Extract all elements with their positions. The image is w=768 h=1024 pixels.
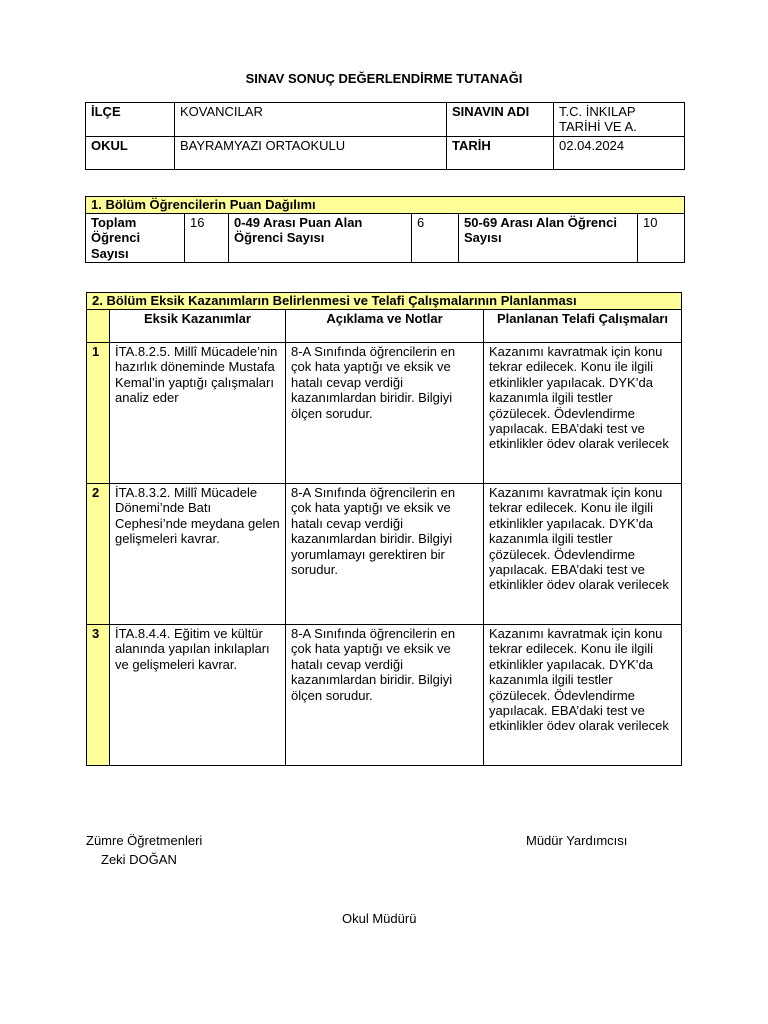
number-column-header — [87, 310, 110, 343]
total-students-label: Toplam Öğrenci Sayısı — [86, 214, 185, 263]
kazanim-cell: İTA.8.2.5. Millî Mücadele’nin hazırlık döneminde Mustafa Kemal’in yaptığı çalışmaları analiz eder — [110, 343, 286, 484]
tarih-label: TARİH — [447, 136, 554, 169]
section1-heading: 1. Bölüm Öğrencilerin Puan Dağılımı — [86, 197, 685, 214]
section2-column-headers — [87, 310, 682, 343]
telafi-cell: Kazanımı kavratmak için konu tekrar edilecek. Konu ile ilgili etkinlikler yapılacak. DYK’da kazanımla ilgili testler çözülecek. Ödevlendirme yapılacak. EBA’daki test ve etkinlikler ödev olarak verilecek — [484, 343, 682, 484]
missing-outcomes-table — [86, 292, 682, 766]
table-row — [87, 343, 682, 484]
aciklama-column-header: Açıklama ve Notlar — [286, 310, 484, 343]
ilce-value: KOVANCILAR — [175, 103, 447, 137]
aciklama-cell: 8-A Sınıfında öğrencilerin en çok hata yaptığı ve eksik ve hatalı cevap verdiği kazanımlardan biridir. Bilgiyi ölçen sorudur. — [286, 343, 484, 484]
range-50-69-label: 50-69 Arası Alan Öğrenci Sayısı — [459, 214, 638, 263]
sinav-value: T.C. İNKILAP TARİHİ VE A. — [554, 103, 685, 137]
section1-header-row — [86, 197, 685, 214]
zumre-label: Zümre Öğretmenleri — [86, 833, 203, 848]
header-row-ilce — [86, 103, 685, 137]
range-0-49-label: 0-49 Arası Puan Alan Öğrenci Sayısı — [229, 214, 412, 263]
row-number: 2 — [87, 484, 110, 625]
kazanim-cell: İTA.8.4.4. Eğitim ve kültür alanında yapılan inkılapları ve gelişmeleri kavrar. — [110, 625, 286, 766]
row-number: 3 — [87, 625, 110, 766]
tarih-value: 02.04.2024 — [554, 136, 685, 169]
okul-value: BAYRAMYAZI ORTAOKULU — [175, 136, 447, 169]
table-row — [87, 484, 682, 625]
kazanim-cell: İTA.8.3.2. Millî Mücadele Dönemi’nde Batı Cephesi’nde meydana gelen gelişmeleri kavrar. — [110, 484, 286, 625]
section2-heading: 2. Bölüm Eksik Kazanımların Belirlenmesi ve Telafi Çalışmalarının Planlanması — [87, 293, 682, 310]
total-students-value: 16 — [185, 214, 229, 263]
telafi-column-header: Planlanan Telafi Çalışmaları — [484, 310, 682, 343]
score-distribution-table — [85, 196, 685, 263]
sinav-label: SINAVIN ADI — [447, 103, 554, 137]
telafi-cell: Kazanımı kavratmak için konu tekrar edilecek. Konu ile ilgili etkinlikler yapılacak. DYK’da kazanımla ilgili testler çözülecek. Ödevlendirme yapılacak. EBA’daki test ve etkinlikler ödev olarak verilecek — [484, 484, 682, 625]
kazanim-column-header: Eksik Kazanımlar — [110, 310, 286, 343]
okul-muduru-label: Okul Müdürü — [342, 911, 417, 926]
zumre-teacher-name: Zeki DOĞAN — [101, 852, 177, 867]
range-50-69-value: 10 — [638, 214, 685, 263]
aciklama-cell: 8-A Sınıfında öğrencilerin en çok hata yaptığı ve eksik ve hatalı cevap verdiği kazanımlardan biridir. Bilgiyi ölçen sorudur. — [286, 625, 484, 766]
telafi-cell: Kazanımı kavratmak için konu tekrar edilecek. Konu ile ilgili etkinlikler yapılacak. DYK’da kazanımla ilgili testler çözülecek. Ödevlendirme yapılacak. EBA’daki test ve etkinlikler ödev olarak verilecek — [484, 625, 682, 766]
section1-values-row — [86, 214, 685, 263]
okul-label: OKUL — [86, 136, 175, 169]
table-row — [87, 625, 682, 766]
header-table — [85, 102, 685, 170]
range-0-49-value: 6 — [412, 214, 459, 263]
section2-header-row — [87, 293, 682, 310]
mudur-yardimcisi-label: Müdür Yardımcısı — [526, 833, 628, 848]
document-title: SINAV SONUÇ DEĞERLENDİRME TUTANAĞI — [245, 71, 523, 86]
ilce-label: İLÇE — [86, 103, 175, 137]
aciklama-cell: 8-A Sınıfında öğrencilerin en çok hata yaptığı ve eksik ve hatalı cevap verdiği kazanımlardan biridir. Bilgiyi yorumlamayı gerektiren bir sorudur. — [286, 484, 484, 625]
header-row-okul — [86, 136, 685, 169]
row-number: 1 — [87, 343, 110, 484]
